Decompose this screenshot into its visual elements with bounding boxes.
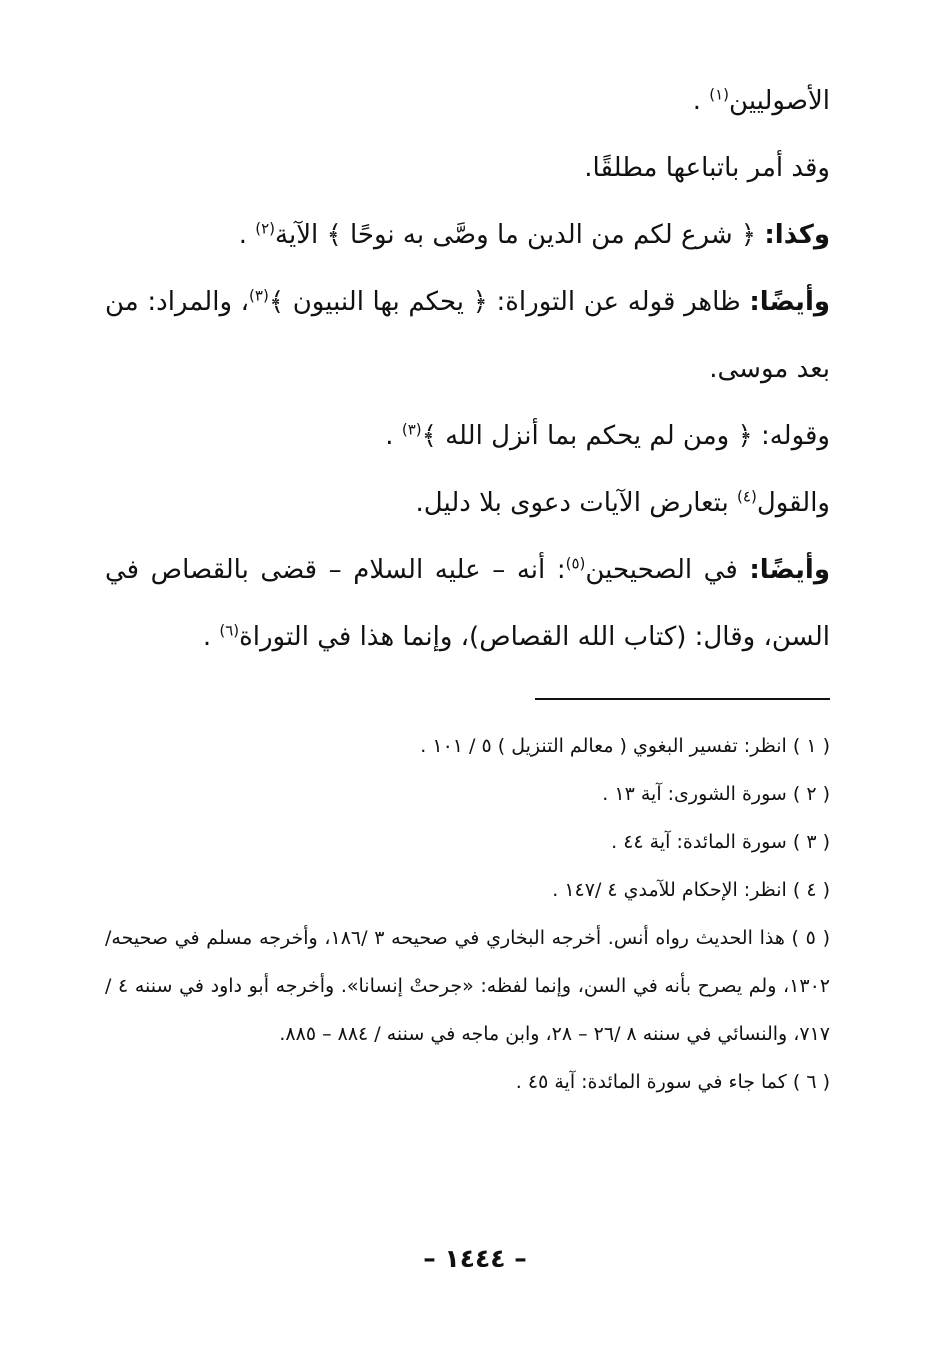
paragraph-5: وقوله: ﴿ ومن لم يحكم بما أنزل الله ﴾$^{(٣)}$ . xyxy=(385,420,830,451)
paragraph-lead: وأيضًا: xyxy=(749,555,831,585)
footnote-2: ( ٢ ) سورة الشورى: آية ١٣ . xyxy=(602,783,830,805)
footnote-5: ( ٥ ) هذا الحديث رواه أنس. أخرجه البخاري في صحيحه ٣ /١٨٦، وأخرجه مسلم في صحيحه/ ١٣٠٢، ولم يصرح بأنه في السن، وإنما لفظه: «جرحتْ إنسانا». وأخرجه أبو داود في سننه ٤ /٧١٧، والنسائي في سننه ٨ /٢٦ – ٢٨، وابن ماجه في سننه / ٨٨٤ – ٨٨٥. xyxy=(105,927,830,1045)
footnote-ref: (٣) xyxy=(249,286,269,305)
footnotes xyxy=(105,722,830,1106)
paragraph-1: الأصوليين$^{(١)}$ . xyxy=(692,85,830,116)
footnote-ref: (٦) xyxy=(219,621,240,640)
footnote-ref: (٢) xyxy=(255,219,276,238)
paragraph-lead: وأيضًا: xyxy=(749,287,831,317)
footnote-divider xyxy=(535,698,830,700)
footnote-ref: (٥) xyxy=(565,554,586,573)
footnote-ref: (٤) xyxy=(737,487,757,506)
footnote-1: ( ١ ) انظر: تفسير البغوي ( معالم التنزيل ) ٥ / ١٠١ . xyxy=(420,735,830,757)
footnote-ref: (١) xyxy=(709,85,730,104)
paragraph-6: والقول$^{(٤)}$ بتعارض الآيات دعوى بلا دليل. xyxy=(415,487,830,518)
main-text xyxy=(105,68,830,671)
paragraph-lead: وكذا: xyxy=(764,220,830,250)
paragraph-7: وأيضًا: في الصحيحين$^{(٥)}$: أنه – عليه السلام – قضى بالقصاص في السن، وقال: (كتاب الله القصاص)، وإنما هذا في التوراة$^{(٦)}$ . xyxy=(105,554,831,652)
footnote-4: ( ٤ ) انظر: الإحكام للآمدي ٤ /١٤٧ . xyxy=(552,879,830,901)
footnote-ref: (٣) xyxy=(401,420,422,439)
paragraph-4: وأيضًا: ظاهر قوله عن التوراة: ﴿ يحكم بها النبيون ﴾$^{(٣)}$، والمراد: من بعد موسى. xyxy=(105,286,831,384)
footnote-3: ( ٣ ) سورة المائدة: آية ٤٤ . xyxy=(611,831,830,853)
footnote-6: ( ٦ ) كما جاء في سورة المائدة: آية ٤٥ . xyxy=(515,1071,830,1093)
paragraph-2: وقد أمر باتباعها مطلقًا. xyxy=(584,153,830,183)
page-number: – ١٤٤٤ – xyxy=(423,1244,527,1273)
paragraph-3: وكذا: ﴿ شرع لكم من الدين ما وصَّى به نوحًا ﴾ الآية$^{(٢)}$ . xyxy=(238,219,830,250)
